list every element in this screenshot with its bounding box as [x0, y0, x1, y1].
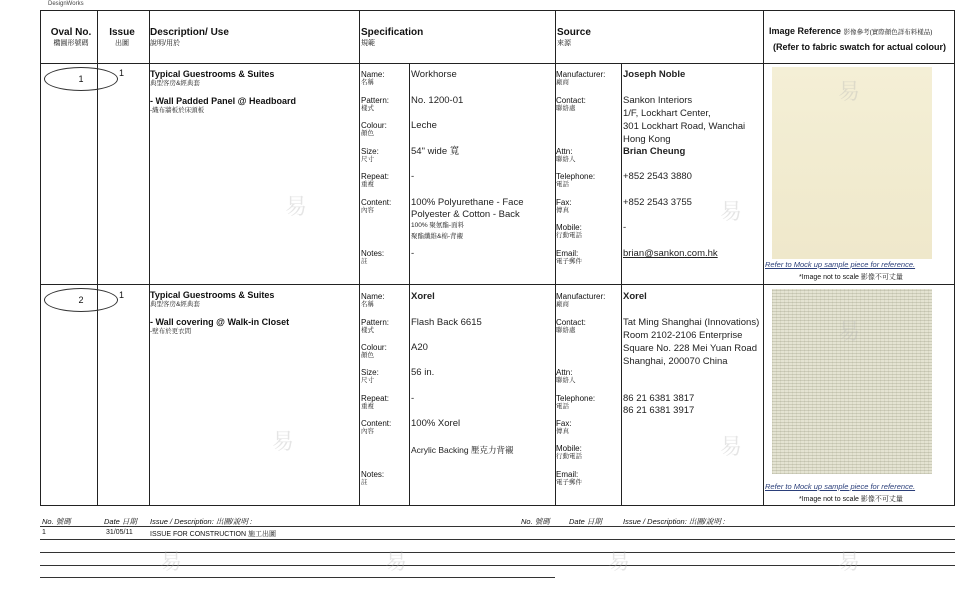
col-divider [763, 11, 764, 505]
issue-number: 1 [119, 68, 125, 78]
source-telephone: 86 21 6381 3917 [623, 405, 695, 416]
spec-content-face: 100% Polyurethane - Face [411, 197, 524, 208]
watermark-glyph: 易 [608, 549, 631, 574]
spec-content-cn: 100% 聚氨酯-面料 聚酯纖維&棉-背襯 [411, 222, 465, 240]
watermark-glyph: 易 [285, 194, 308, 219]
label-fax: Fax: 傳真 [556, 419, 572, 435]
footer-no-header: No. 號碼 [42, 517, 71, 526]
description-cell: Typical Guestrooms & Suites 典型客房&經典套 - Wall covering @ Walk-in Closet -壁布於更衣間 [150, 290, 290, 335]
footer-entry-date: 31/05/11 [106, 529, 133, 536]
label-manufacturer: Manufacturer: 廠商 [556, 70, 606, 86]
mockup-reference-link[interactable]: Refer to Mock up sample piece for reference. [765, 260, 916, 269]
label-telephone: Telephone: 電話 [556, 172, 596, 188]
footer-entry-no: 1 [42, 529, 46, 536]
spec-content: 100% Xorel [411, 418, 461, 429]
source-fax: +852 2543 3755 [623, 197, 692, 208]
label-attn: Attn: 聯絡人 [556, 368, 576, 384]
header-description: Description/ Use 說明/用於 [150, 27, 229, 47]
label-name: Name: 名稱 [361, 292, 385, 308]
mockup-reference-link[interactable]: Refer to Mock up sample piece for reference. [765, 482, 916, 491]
header-issue: Issue 出圖 [109, 27, 135, 47]
watermark-glyph: 易 [838, 549, 861, 574]
label-size: Size: 尺寸 [361, 147, 379, 163]
spec-content-backing: Acrylic Backing 壓克力背襯 [411, 445, 514, 455]
footer-issue-desc-header: Issue / Description: 出圖/說明 : [623, 517, 726, 526]
footer-date-header: Date 日期 [104, 517, 137, 526]
fabric-swatch-image [772, 289, 932, 474]
watermark-glyph: 易 [720, 434, 743, 459]
scale-note: *Image not to scale 影像不可丈量 [799, 274, 903, 281]
footer-rule [40, 526, 955, 527]
spec-size: 56 in. [411, 367, 435, 378]
source-mobile: - [623, 222, 627, 233]
spec-repeat: - [411, 171, 415, 182]
footer-rule [40, 539, 955, 540]
label-notes: Notes: 註 [361, 249, 385, 265]
source-contact-line: Hong Kong [623, 134, 671, 145]
spec-name: Workhorse [411, 69, 457, 80]
col-divider [359, 11, 360, 505]
header-oval-no: Oval No. 橢圓形號碼 [50, 27, 92, 47]
label-repeat: Repeat: 重複 [361, 172, 390, 188]
brand-label: DesignWorks [48, 1, 84, 7]
spec-colour: Leche [411, 120, 437, 131]
spec-name: Xorel [411, 291, 435, 302]
label-name: Name: 名稱 [361, 70, 385, 86]
header-image-reference: Image Reference 影像參考(實際顏色詳布料樣品) (Refer to fabric swatch for actual colour) [769, 26, 947, 52]
label-pattern: Pattern: 樣式 [361, 96, 390, 112]
label-colour: Colour: 顏色 [361, 343, 387, 359]
spec-pattern: Flash Back 6615 [411, 317, 482, 328]
watermark-glyph: 易 [385, 549, 408, 574]
watermark-glyph: 易 [720, 199, 743, 224]
label-email: Email: 電子郵件 [556, 249, 582, 265]
oval-number: 1 [44, 67, 118, 91]
spec-label-divider [409, 63, 410, 506]
row-divider [41, 284, 954, 285]
source-contact-line: Shanghai, 200070 China [623, 356, 728, 367]
label-email: Email: 電子郵件 [556, 470, 582, 486]
watermark-glyph: 易 [838, 319, 861, 344]
spec-colour: A20 [411, 342, 428, 353]
spec-size: 54" wide 寬 [411, 146, 460, 157]
label-content: Content: 內容 [361, 198, 392, 214]
label-attn: Attn: 聯絡人 [556, 147, 576, 163]
label-fax: Fax: 傳真 [556, 198, 572, 214]
label-telephone: Telephone: 電話 [556, 394, 596, 410]
label-pattern: Pattern: 樣式 [361, 318, 390, 334]
label-notes: Notes: 註 [361, 470, 385, 486]
watermark-glyph: 易 [838, 79, 861, 104]
source-telephone: 86 21 6381 3817 [623, 393, 695, 404]
footer-rule [40, 552, 955, 553]
label-mobile: Mobile: 行動電話 [556, 444, 582, 460]
watermark-glyph: 易 [272, 429, 295, 454]
source-manufacturer: Xorel [623, 291, 647, 302]
source-contact-line: Sankon Interiors [623, 95, 693, 106]
source-contact-line: 301 Lockhart Road, Wanchai [623, 121, 746, 132]
source-email-link[interactable]: brian@sankon.com.hk [623, 248, 718, 259]
source-contact-line: Room 2102-2106 Enterprise [623, 330, 743, 341]
footer-issue-desc-header: Issue / Description: 出圖/說明 : [150, 517, 253, 526]
source-contact-line: 1/F, Lockhart Center, [623, 108, 711, 119]
header-divider [41, 63, 954, 64]
oval-number: 2 [44, 288, 118, 312]
source-telephone: +852 2543 3880 [623, 171, 692, 182]
label-mobile: Mobile: 行動電話 [556, 223, 582, 239]
source-label-divider [621, 63, 622, 506]
label-repeat: Repeat: 重複 [361, 394, 390, 410]
header-source: Source 來源 [557, 27, 591, 47]
spec-pattern: No. 1200-01 [411, 95, 464, 106]
header-specification: Specification 規範 [361, 27, 424, 47]
source-contact-line: Square No. 228 Mei Yuan Road [623, 343, 757, 354]
watermark-glyph: 易 [160, 549, 183, 574]
description-cell: Typical Guestrooms & Suites 典型客房&經典套 - Wall Padded Panel @ Headboard -織布牆板於床頭板 [150, 69, 296, 114]
label-contact: Contact: 聯絡處 [556, 96, 586, 112]
label-content: Content: 內容 [361, 419, 392, 435]
footer-no-header: No. 號碼 [521, 517, 550, 526]
label-contact: Contact: 聯絡處 [556, 318, 586, 334]
footer-rule [40, 565, 955, 566]
label-colour: Colour: 顏色 [361, 121, 387, 137]
issue-number: 1 [119, 290, 125, 300]
footer-entry-desc: ISSUE FOR CONSTRUCTION 施工出圖 [150, 531, 277, 538]
source-contact-line: Tat Ming Shanghai (Innovations) [623, 317, 760, 328]
scale-note: *Image not to scale 影像不可丈量 [799, 496, 903, 503]
label-size: Size: 尺寸 [361, 368, 379, 384]
label-manufacturer: Manufacturer: 廠商 [556, 292, 606, 308]
spec-repeat: - [411, 393, 415, 404]
source-attn: Brian Cheung [623, 146, 686, 157]
fabric-swatch-image [772, 67, 932, 259]
footer-rule [40, 577, 555, 578]
footer-date-header: Date 日期 [569, 517, 602, 526]
source-manufacturer: Joseph Noble [623, 69, 686, 80]
spec-notes: - [411, 248, 415, 259]
spec-content-back: Polyester & Cotton - Back [411, 209, 520, 220]
